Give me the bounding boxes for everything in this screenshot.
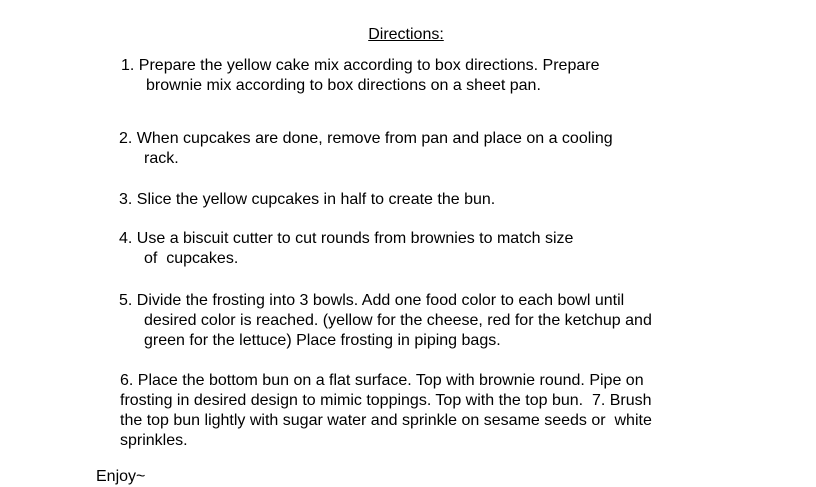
step-4-line-1: 4. Use a biscuit cutter to cut rounds from brownies to match size	[119, 230, 574, 247]
step-3	[119, 190, 495, 210]
step-3-line-1: 3. Slice the yellow cupcakes in half to create the bun.	[119, 191, 496, 208]
step-5-line-2: desired color is reached. (yellow for the cheese, red for the ketchup and	[144, 312, 652, 329]
directions-heading: Directions:	[368, 26, 444, 43]
step-2	[119, 129, 613, 169]
closing-text: Enjoy~	[96, 468, 146, 485]
step-4	[119, 229, 573, 269]
step-6-line-4: sprinkles.	[120, 432, 188, 449]
step-6-line-2: frosting in desired design to mimic toppings. Top with the top bun. 7. Brush	[120, 392, 652, 409]
step-5-line-3: green for the lettuce) Place frosting in piping bags.	[144, 332, 501, 349]
step-5	[119, 291, 652, 351]
step-2-line-2: rack.	[144, 150, 179, 167]
step-6-line-3: the top bun lightly with sugar water and sprinkle on sesame seeds or white	[120, 412, 652, 429]
step-4-line-2: of cupcakes.	[144, 250, 239, 267]
step-1	[121, 56, 599, 96]
step-6	[120, 371, 652, 451]
step-6-line-1: 6. Place the bottom bun on a flat surface. Top with brownie round. Pipe on	[120, 372, 644, 389]
step-2-line-1: 2. When cupcakes are done, remove from pan and place on a cooling	[119, 130, 613, 147]
step-5-line-1: 5. Divide the frosting into 3 bowls. Add one food color to each bowl until	[119, 292, 625, 309]
step-1-line-2: brownie mix according to box directions on a sheet pan.	[146, 77, 541, 94]
step-1-line-1: 1. Prepare the yellow cake mix according to box directions. Prepare	[121, 57, 600, 74]
